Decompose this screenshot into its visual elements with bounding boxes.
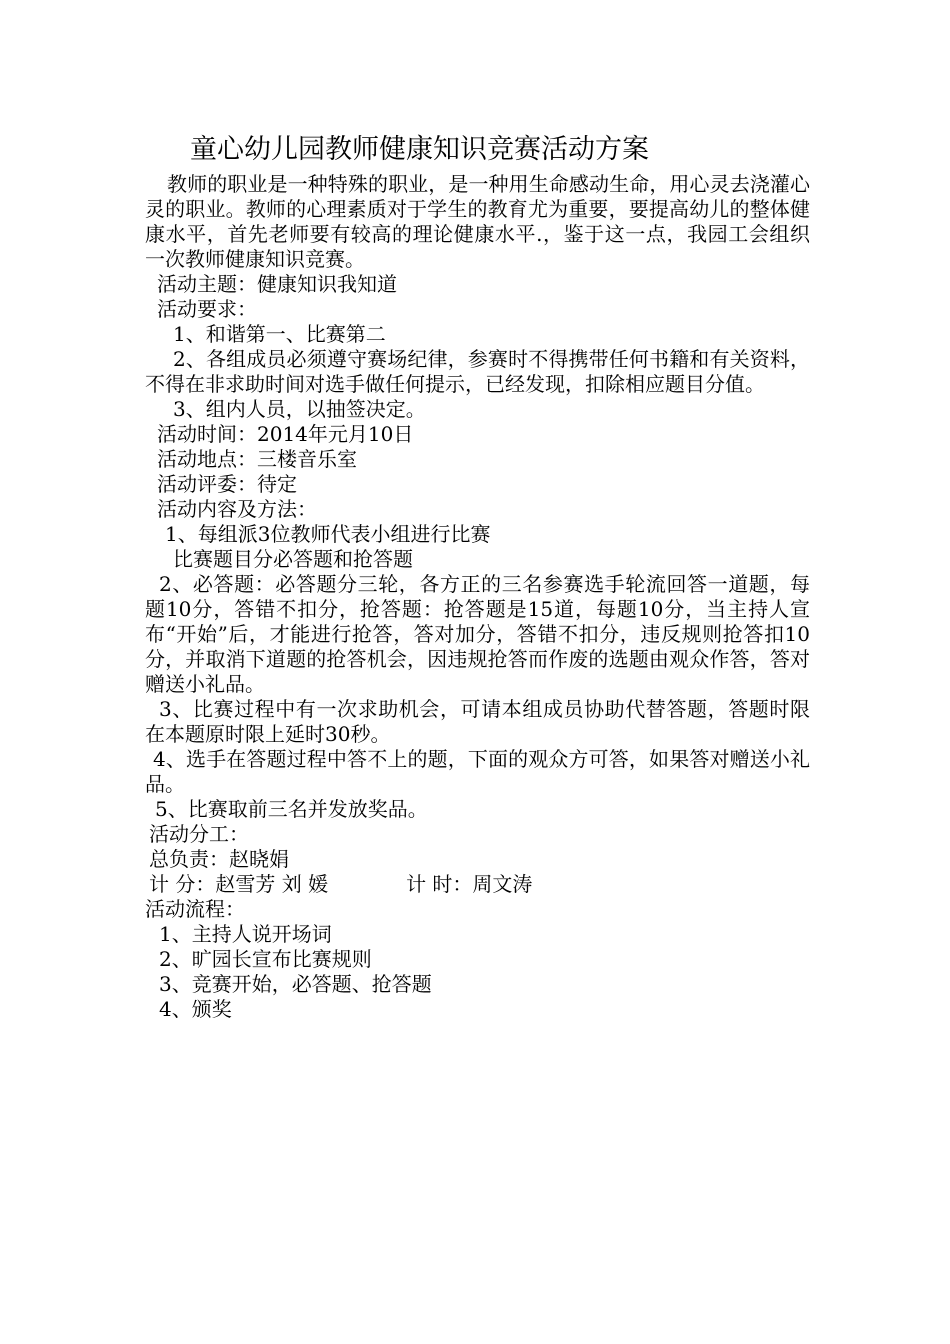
process-heading: 活动流程： [145,897,245,921]
content-item: 比赛题目分必答题和抢答题 [173,547,413,571]
document-body [145,172,810,1022]
document-title: 童心幼儿园教师健康知识竞赛活动方案 [190,134,649,165]
requirement-item: 3、组内人员，以抽签决定。 [173,397,426,421]
content-item: 5、比赛取前三名并发放奖品。 [155,797,428,821]
intro-paragraph: 教师的职业是一种特殊的职业，是一种用生命感动生命，用心灵去浇灌心灵的职业。教师的心理素质对于学生的教育尤为重要，要提高幼儿的整体健康水平，首先老师要有较高的理论健康水平.，鉴于这一点，我园工会组织一次教师健康知识竞赛。 [145,172,810,271]
requirements-heading: 活动要求： [157,297,257,321]
timing-staff: 计 时：周文涛 [406,872,533,896]
chief-person: 总负责：赵晓娟 [149,847,289,871]
activity-time: 活动时间：2014年元月10日 [157,422,414,446]
requirement-item: 2、各组成员必须遵守赛场纪律，参赛时不得携带任何书籍和有关资料，不得在非求助时间对选手做任何提示，已经发现，扣除相应题目分值。 [145,347,810,396]
process-item: 1、主持人说开场词 [159,922,332,946]
division-heading: 活动分工： [149,822,249,846]
content-item: 3、比赛过程中有一次求助机会，可请本组成员协助代替答题，答题时限在本题原时限上延时30秒。 [145,697,810,746]
content-item: 1、每组派3位教师代表小组进行比赛 [165,522,491,546]
staff-line [145,872,810,897]
process-item: 2、旷园长宣布比赛规则 [159,947,372,971]
activity-location: 活动地点：三楼音乐室 [157,447,357,471]
content-item: 2、必答题：必答题分三轮，各方正的三名参赛选手轮流回答一道题，每题10分，答错不扣分，抢答题：抢答题是15道，每题10分，当主持人宣布“开始”后，才能进行抢答，答对加分，答错不扣分，违反规则抢答扣10分，并取消下道题的抢答机会，因违规抢答而作废的选题由观众作答，答对赠送小礼品。 [145,572,810,696]
scoring-staff: 计 分：赵雪芳 刘 媛 [149,872,329,896]
content-item: 4、选手在答题过程中答不上的题，下面的观众方可答，如果答对赠送小礼品。 [145,747,810,796]
process-item: 4、颁奖 [159,997,232,1021]
activity-theme: 活动主题：健康知识我知道 [157,272,397,296]
activity-judges: 活动评委：待定 [157,472,297,496]
process-item: 3、竞赛开始，必答题、抢答题 [159,972,432,996]
requirement-item: 1、和谐第一、比赛第二 [173,322,386,346]
content-heading: 活动内容及方法： [157,497,317,521]
